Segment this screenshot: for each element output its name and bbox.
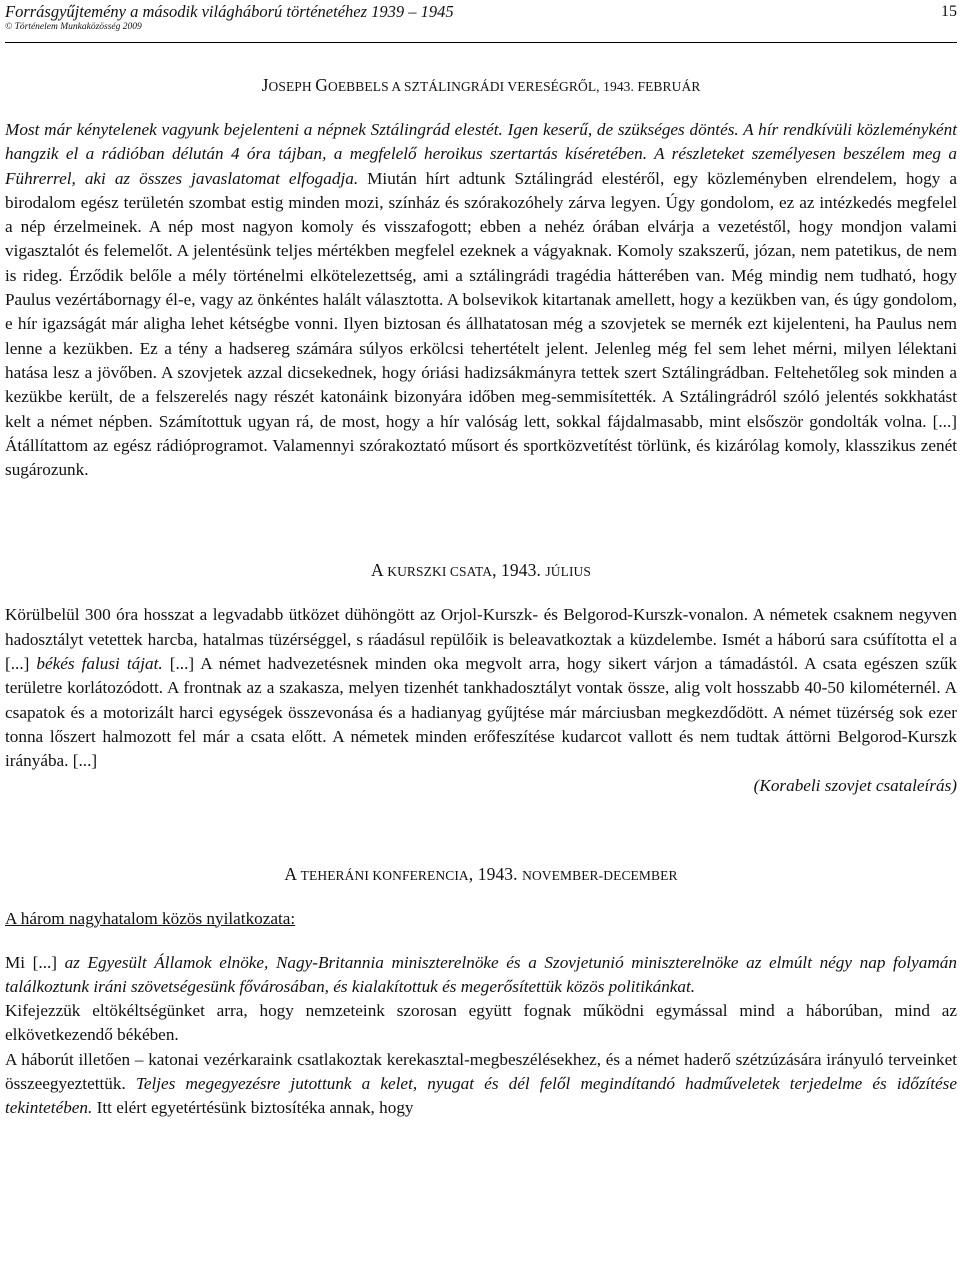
source-citation: (Korabeli szovjet csataleírás) [753,775,957,795]
section-title-goebbels [5,75,957,96]
tehran-text: A háborút illetően – katonai vezérkaraink csatlakoztak kerekasztal-megbeszélésekhez, és a német haderő szétzúzására irányuló terveinket összeegyeztettük. [5,1049,957,1094]
title-caps: OSEPH [268,79,316,94]
tehran-paragraph-2 [5,999,957,1048]
title-caps: TEHERÁNI KONFERENCIA [300,867,469,883]
title-month: NOVEMBER-DECEMBER [522,867,678,883]
tehran-text: Mi [...] [5,952,65,972]
title-rest: OEBBELS A SZTÁLINGRÁDI VERESÉGRŐL, 1943. [327,79,638,94]
title-rest: , 1943. [468,863,523,884]
tehran-italic: Teljes megegyezésre jutottunk a kelet, nyugat és dél felől megindítandó hadműveletek terjedelme és időzítése tekintetében. [5,1074,957,1118]
page-number: 15 [941,3,957,20]
title-initial: A [370,560,388,581]
quote-italic: Most már kénytelenek vagyunk bejelenteni a népnek Sztálingrád elestét. Igen keserű, de szükséges döntés. A hír rendkívüli közleményként hangzik el a rádióban délután 4 óra tájban, a megfelelő heroikus szertartás kíséretében. A részleteket személyesen beszélem meg a Führerrel, aki az összes javaslatomat elfogadja. [5,120,957,188]
title-initial: G [315,75,328,95]
title-initial: J [261,75,269,95]
kursk-text: Körülbelül 300 óra hosszat a legvadabb ütközet dühöngött az Orjol-Kurszk- és Belgorod-Kurszk-vonalon. A németek csaknem negyven hadosztályt vetettek harcba, hatalmas tüzérséggel, s ráadásul repülőik is beleavatkoztak a küzdelembe. Ismét a háború sara csúfította el a [...] [5,605,957,674]
quote-text: A nép most nagyon komoly és visszafogott; ebben a nehéz órában elvárja a vezetéstől, hogy mondjon valami vigasztalót és felemelőt. A jelentésünk teljes mértékben megfelel ezeknek a vágyaknak. Komoly szakszerű, józan, nem patetikus, de nem is rideg. Érződik belőle a mély történelmi elkötelezettség, ami a sztálingrádi tragédia hátterében van. Még mindig nem tudható, hogy Paulus vezértábornagy él-e, vagy az önkéntes halált választotta. A bolsevikok kitartanak amellett, hogy a kezükben van, és úgy gondolom, e hír igazságát már aligha lehet kétségbe vonni. Ilyen biztosan és állhatatosan még a szovjetek se mernék ezt kijelenteni, ha Paulus nem lenne a kezükben. Ez a tény a hadsereg számára súlyos erkölcsi tehertételt jelent. Jelenleg még fel sem lehet mérni, milyen lélektani hatása lesz a jövőben. A szovjetek azzal dicsekednek, hogy óriási hadizsákmányra tettek szert Sztálingrádban. Feltehetőleg sok minden a kezükbe került, de a felszerelés nagy részét katonáink bizonyára időben meg-semmisítették. A Sztálingrádról szóló jelentés sokkhatást kelt a német népben. Számítottuk ugyan rá, de most, hogy a hír valóság lett, sokkal fájdalmasabb, mint elsőször gondolták volna. [...] Átállítattom az egész rádióprogramot. Valamennyi szórakoztató műsort és sportközvetítést törlünk, és kizárólag komoly, klasszikus zenét sugározunk. [5,217,958,480]
tehran-paragraph-3 [5,1048,957,1121]
tehran-text: Kifejezzük eltökéltségünket arra, hogy nemzeteink szorosan együtt fognak működni egymással mind a háborúban, mind az elkövetkezendő békében. [5,1001,957,1045]
title-month: FEBRUÁR [637,79,701,94]
kursk-text: [...] A német hadvezetésnek minden oka megvolt arra, hogy sikert várjon a támadástól. A csata egészen szűk területre korlátozódott. A frontnak az a szakasza, melyen tizenhét tankhadosztályt vontak össze, alig volt hosszabb 40-50 kilométernél. A csapatok és a motorizált harci egységek összevonása és a hadianyag gyűjtése már márciusban megkezdődött. A német tüzérség sok ezer tonna lőszert halmozott fel már a csata előtt. A németek minden erőfeszítése kudarcot vallott és nem tudtak áttörni Belgorod-Kurszk irányába. [...] [5,654,957,771]
quote-text: Miután hírt adtunk Sztálingrád elestéről, egy közleményben elrendelem, hogy a birodalom egész területén szombat estig minden mozi, színház és szórakozóhely zárva legyen. Úgy gondolom, ez az intézkedés megfelel a nép érzelmeinek. [5,168,957,237]
page-header [5,0,957,43]
document-page [5,0,957,1121]
section-title-tehran [5,864,957,885]
book-title: Forrásgyűjtemény a második világháború történetéhez 1939 – 1945 [5,2,454,21]
tehran-paragraph-1 [5,951,957,1000]
tehran-italic: az Egyesült Államok elnöke, Nagy-Britannia miniszterelnöke és a Szovjetunió miniszterelnöke az elmúlt négy nap folyamán találkoztunk iráni szövetségesünk fővárosában, és kialakítottuk és megerősítettük közös politikánkat. [5,952,957,996]
title-initial: A [284,863,301,884]
title-caps: KURSZKI CSATA [387,564,493,580]
kursk-italic: békés falusi tájat. [36,654,163,674]
copyright-line: © Történelem Munkaközösség 2009 [5,22,142,32]
declaration-subheading: A három nagyhatalom közös nyilatkozata: [5,908,296,928]
section-title-kursk [5,560,957,581]
title-month: JÚLIUS [545,564,592,580]
tehran-text: Itt elért egyetértésünk biztosítéka annak, hogy [92,1098,414,1118]
title-rest: , 1943. [492,560,546,581]
kursk-paragraph [5,603,957,773]
goebbels-paragraph [5,118,957,482]
